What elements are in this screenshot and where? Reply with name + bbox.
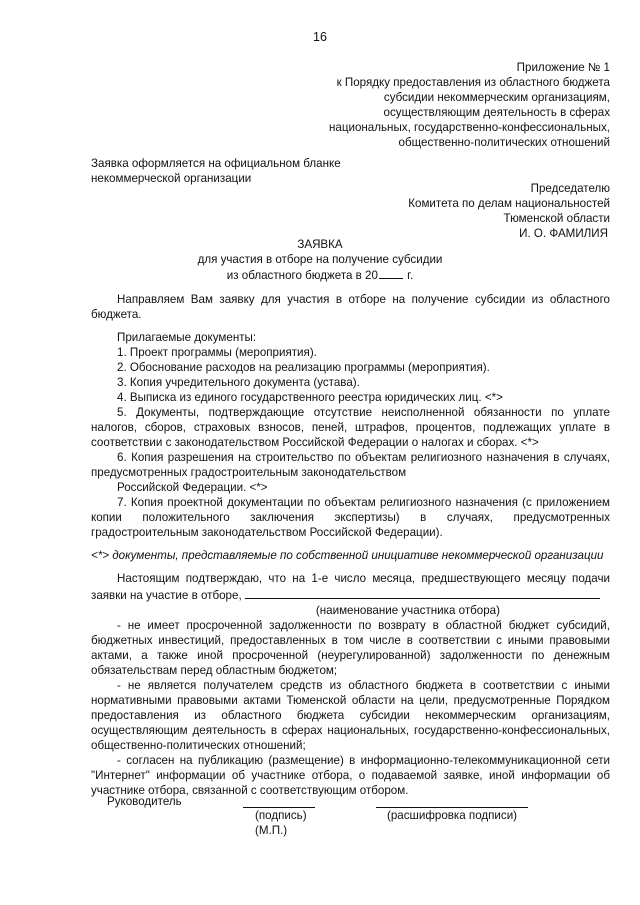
signature-caption: (подпись) bbox=[255, 809, 307, 822]
attachments-heading: Прилагаемые документы: bbox=[117, 331, 257, 344]
attachment-item: Российской Федерации. <*> bbox=[117, 481, 268, 494]
title-year-text: из областного бюджета в 20 bbox=[226, 269, 378, 282]
title-year-suffix: г. bbox=[403, 269, 414, 282]
signature-decode-caption: (расшифровка подписи) bbox=[387, 809, 518, 822]
addressee-line: Председателю bbox=[530, 182, 610, 195]
addressee-line: И. О. ФАМИЛИЯ bbox=[519, 227, 608, 240]
title-heading: ЗАЯВКА bbox=[297, 238, 343, 251]
page-number: 16 bbox=[313, 30, 327, 44]
annex-line: национальных, государственно-конфессиональных, bbox=[328, 121, 610, 134]
annex-header bbox=[280, 60, 610, 150]
annex-line: осуществляющим деятельность в сферах bbox=[383, 106, 610, 119]
addressee-line: Комитета по делам национальностей bbox=[408, 197, 610, 210]
attachment-item: 2. Обоснование расходов на реализацию программы (мероприятия). bbox=[117, 361, 490, 374]
annex-line: общественно-политических отношений bbox=[398, 136, 610, 149]
signature-label: Руководитель bbox=[107, 795, 182, 808]
footnote: <*> документы, представляемые по собственной инициативе некоммерческой организации bbox=[91, 549, 604, 562]
attachment-item: 5. Документы, подтверждающие отсутствие неисполненной обязанности по уплате налогов, сборов, страховых взносов, пеней, штрафов, процентов, подлежащих уплате в соответствии с законодательством Российской Федерации о налогах и сборах. <*> bbox=[91, 406, 610, 449]
stamp-placeholder: (М.П.) bbox=[255, 824, 288, 837]
letterhead-note-line: Заявка оформляется на официальном бланке bbox=[91, 157, 341, 170]
title-year-line bbox=[0, 267, 640, 283]
attachment-item: 1. Проект программы (мероприятия). bbox=[117, 346, 317, 359]
confirmation-bullet: - не имеет просроченной задолженности по возврату в областной бюджет субсидий, бюджетных инвестиций, предоставленных в том числе в соответствии с иными правовыми актами, а также иной просроченной (неурегулированной) задолженности по денежным обязательствам перед областным бюджетом; bbox=[91, 619, 610, 677]
participant-name-caption: (наименование участника отбора) bbox=[315, 604, 500, 617]
attachment-item: 4. Выписка из единого государственного реестра юридических лиц. <*> bbox=[117, 391, 503, 404]
document-body bbox=[91, 292, 610, 798]
participant-name-field[interactable] bbox=[245, 586, 600, 599]
confirmation-bullet: - согласен на публикацию (размещение) в информационно-телекоммуникационной сети "Интернет" информации об участнике отбора, о подаваемой заявке, иной информации об участнике отбора, связанной с соответствующим отбором. bbox=[91, 754, 610, 797]
year-blank-field[interactable] bbox=[379, 267, 403, 279]
annex-line: Приложение № 1 bbox=[516, 61, 610, 74]
intro-paragraph: Направляем Вам заявку для участия в отборе на получение субсидии из областного бюджета. bbox=[91, 293, 610, 321]
addressee-block bbox=[350, 181, 610, 241]
confirmation-text: Настоящим подтверждаю, что на 1-е число месяца, предшествующего месяцу подачи заявки на участие в отборе, bbox=[91, 572, 610, 602]
annex-line: субсидии некоммерческим организациям, bbox=[383, 91, 610, 104]
letterhead-note-line: некоммерческой организации bbox=[91, 172, 252, 185]
attachment-item: 6. Копия разрешения на строительство по объектам религиозного назначения в случаях, предусмотренных градостроительным законодательством bbox=[91, 451, 610, 479]
document-title bbox=[0, 237, 640, 283]
signature-block bbox=[91, 794, 610, 854]
annex-line: к Порядку предоставления из областного бюджета bbox=[336, 76, 610, 89]
title-subline: для участия в отборе на получение субсидии bbox=[197, 253, 443, 266]
attachment-item: 3. Копия учредительного документа (устава). bbox=[117, 376, 360, 389]
letterhead-note bbox=[91, 156, 341, 186]
confirmation-bullet: - не является получателем средств из областного бюджета в соответствии с иными нормативными правовыми актами Тюменской области на цели, предусмотренные Порядком предоставления из областного бюджета субсидии некоммерческим организациям, осуществляющим деятельность в сферах национальных, государственно-конфессиональных, общественно-политических отношений; bbox=[91, 679, 610, 752]
attachment-item: 7. Копия проектной документации по объектам религиозного назначения (с приложением копии положительного заключения экспертизы) в случаях, предусмотренных градостроительным законодательством Российской Федерации). bbox=[91, 496, 610, 539]
addressee-line: Тюменской области bbox=[503, 212, 610, 225]
confirmation-paragraph bbox=[91, 571, 610, 603]
